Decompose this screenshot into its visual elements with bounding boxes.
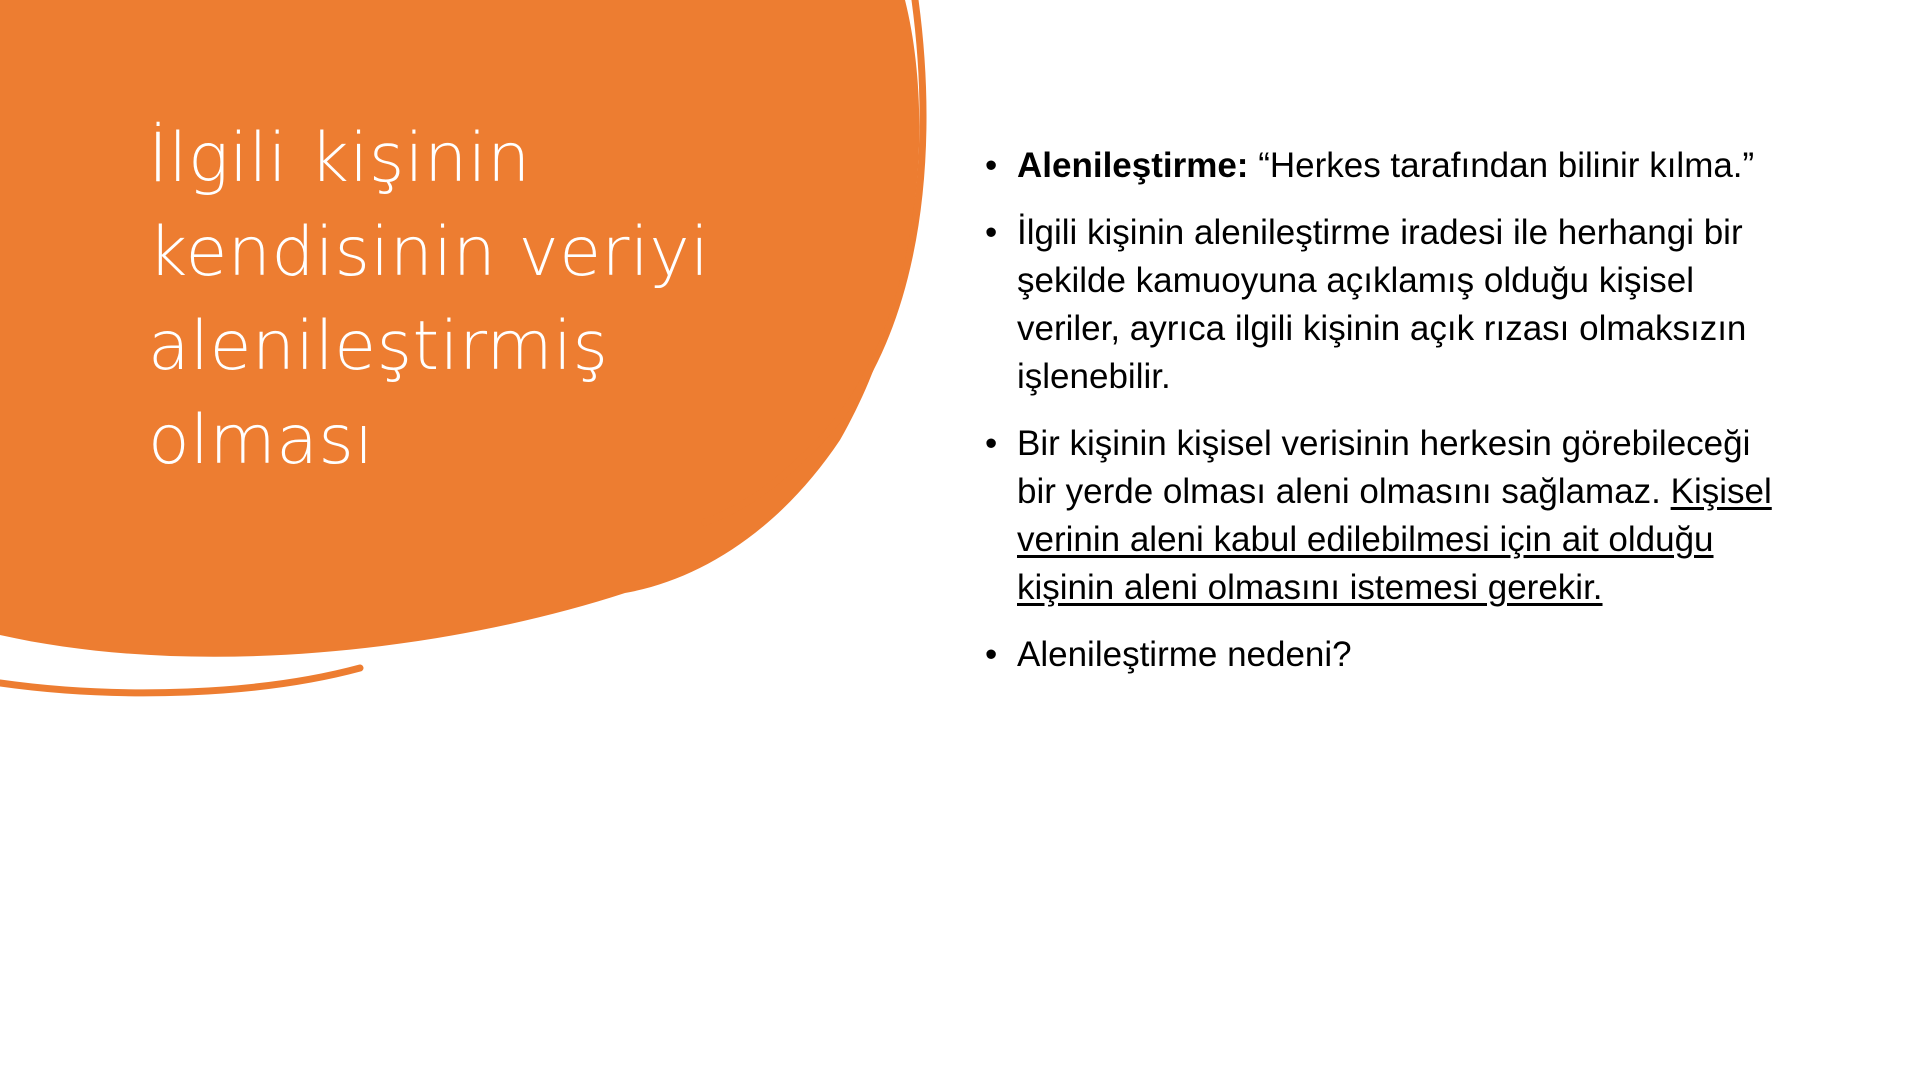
bullet-text: “Herkes tarafından bilinir kılma.” <box>1248 146 1755 185</box>
slide-title: İlgili kişinin kendisinin veriyi alenileştirmiş olması <box>148 119 710 480</box>
bullet-item-visibility <box>985 420 1785 612</box>
bullet-marker: • <box>985 213 998 252</box>
decorative-arc-bottom <box>0 668 360 693</box>
bullet-marker: • <box>985 424 998 463</box>
bullet-term: Alenileştirme: <box>1017 146 1249 185</box>
bullet-text: Alenileştirme nedeni? <box>1017 635 1352 674</box>
bullet-item-definition <box>985 142 1785 190</box>
bullet-list <box>985 142 1785 698</box>
bullet-item-processing <box>985 209 1785 401</box>
bullet-marker: • <box>985 635 998 674</box>
bullet-underlined-text: Kişisel verinin aleni kabul edilebilmesi için ait olduğu kişinin aleni olmasını istemesi gerekir. <box>1017 472 1772 607</box>
bullet-text: Bir kişinin kişisel verisinin herkesin görebileceği bir yerde olması aleni olmasını sağlamaz. <box>1017 424 1751 511</box>
bullet-marker: • <box>985 146 998 185</box>
bullet-item-reason <box>985 631 1785 679</box>
bullet-text: İlgili kişinin alenileştirme iradesi ile herhangi bir şekilde kamuoyuna açıklamış olduğu kişisel veriler, ayrıca ilgili kişinin açık rızası olmaksızın işlenebilir. <box>1017 213 1747 396</box>
